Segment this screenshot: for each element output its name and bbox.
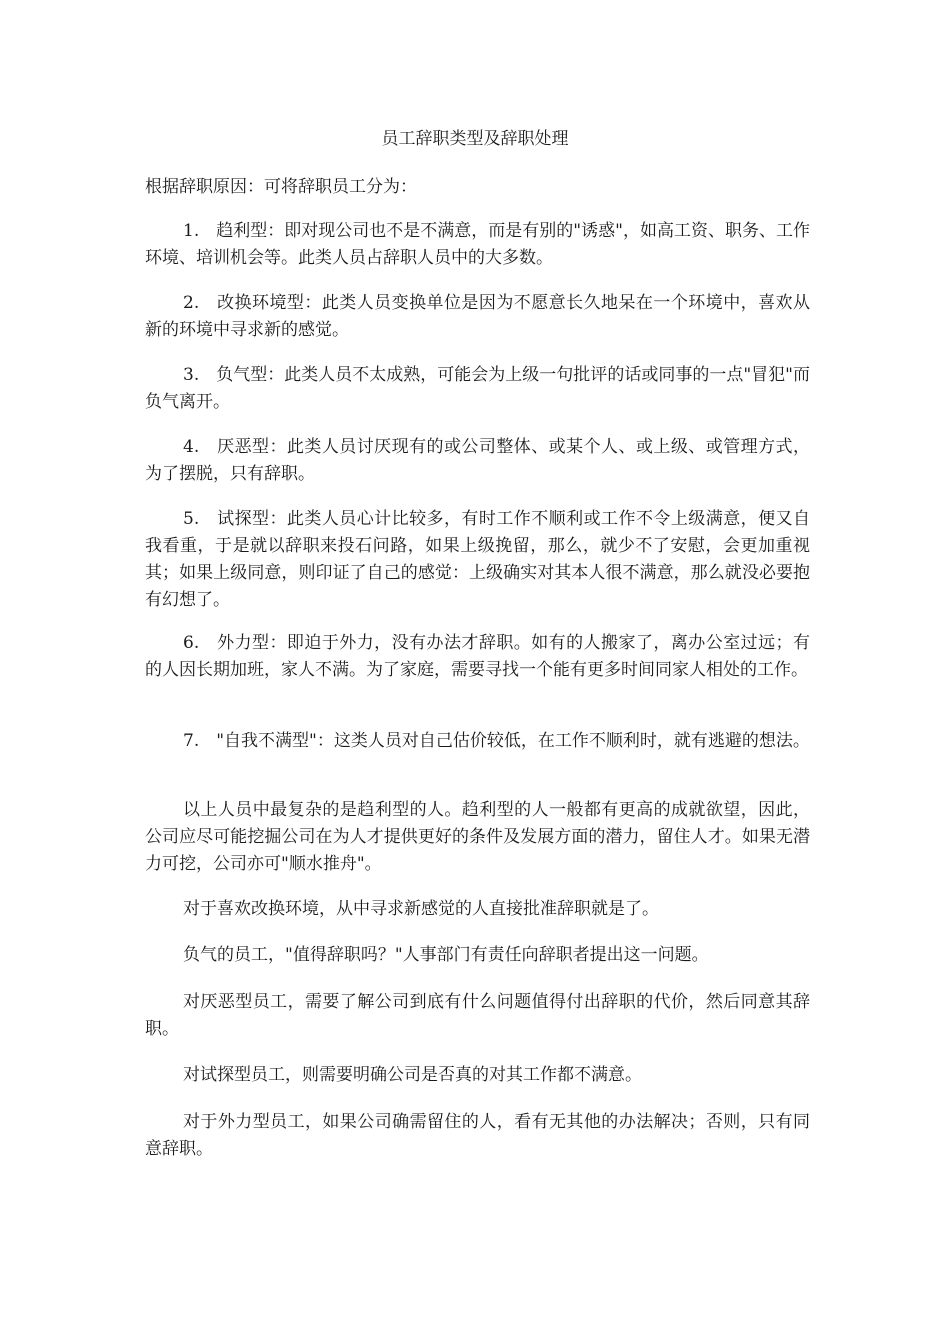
handling-paragraph-3: 负气的员工，"值得辞职吗？"人事部门有责任向辞职者提出这一问题。 [183,945,709,965]
type-paragraph-6: 6. 外力型：即迫于外力，没有办法才辞职。如有的人搬家了，离办公室过远；有的人因长期加班，家人不满。为了家庭，需要寻找一个能有更多时间同家人相处的工作。 [145,633,810,680]
type-paragraph-1: 1. 趋利型：即对现公司也不是不满意，而是有别的"诱惑"，如高工资、职务、工作环境、培训机会等。此类人员占辞职人员中的大多数。 [145,221,810,268]
type-paragraph-5: 5. 试探型：此类人员心计比较多，有时工作不顺利或工作不令上级满意，便又自我看重，于是就以辞职来投石问路，如果上级挽留，那么，就少不了安慰，会更加重视其；如果上级同意，则印证了自己的感觉：上级确实对其本人很不满意，那么就没必要抱有幻想了。 [145,509,810,610]
type-paragraph-3: 3. 负气型：此类人员不太成熟，可能会为上级一句批评的话或同事的一点"冒犯"而负气离开。 [145,365,810,412]
type-paragraph-4: 4. 厌恶型：此类人员讨厌现有的或公司整体、或某个人、或上级、或管理方式，为了摆脱，只有辞职。 [145,437,810,484]
type-paragraph-7: 7. "自我不满型"：这类人员对自己估价较低，在工作不顺利时，就有逃避的想法。 [183,731,810,751]
intro-paragraph: 根据辞职原因：可将辞职员工分为： [145,177,417,197]
handling-paragraph-2: 对于喜欢改换环境，从中寻求新感觉的人直接批准辞职就是了。 [183,899,659,919]
document-title: 员工辞职类型及辞职处理 [381,129,569,149]
handling-paragraph-6: 对于外力型员工，如果公司确需留住的人，看有无其他的办法解决；否则，只有同意辞职。 [145,1112,810,1159]
handling-paragraph-4: 对厌恶型员工，需要了解公司到底有什么问题值得付出辞职的代价，然后同意其辞职。 [145,992,810,1039]
handling-paragraph-1: 以上人员中最复杂的是趋利型的人。趋利型的人一般都有更高的成就欲望，因此，公司应尽可能挖掘公司在为人才提供更好的条件及发展方面的潜力，留住人才。如果无潜力可挖，公司亦可"顺水推舟"。 [145,800,810,874]
handling-paragraph-5: 对试探型员工，则需要明确公司是否真的对其工作都不满意。 [183,1065,642,1085]
type-paragraph-2: 2. 改换环境型：此类人员变换单位是因为不愿意长久地呆在一个环境中，喜欢从新的环境中寻求新的感觉。 [145,293,810,340]
